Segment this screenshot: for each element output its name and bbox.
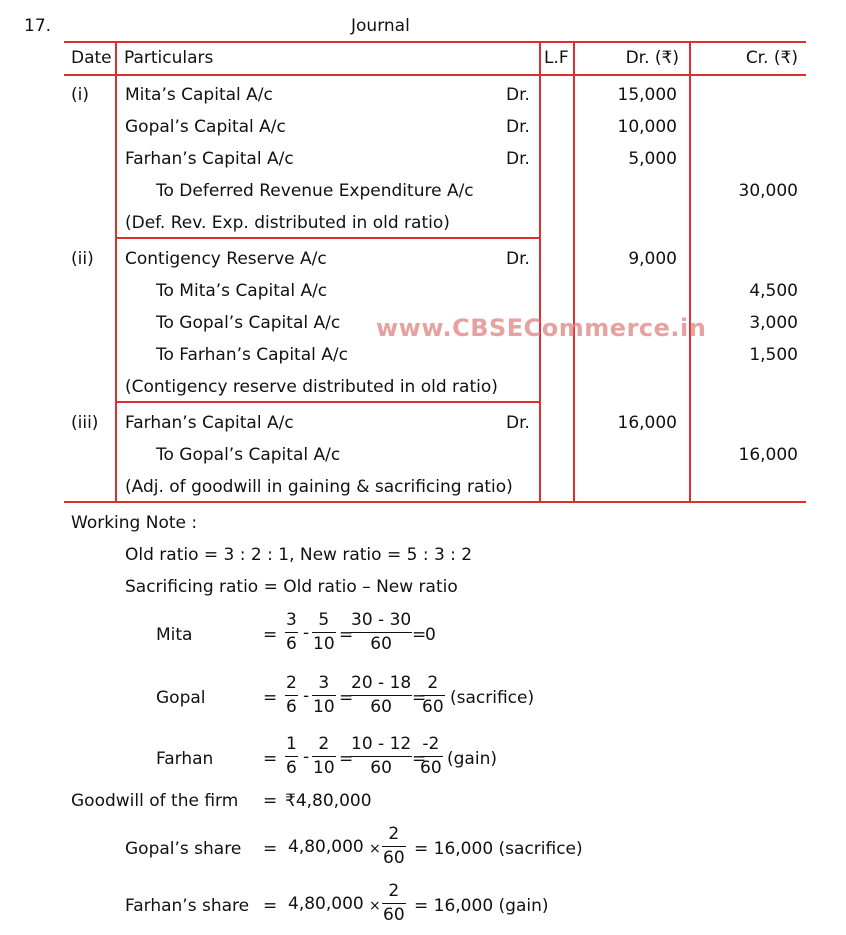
share-amount: 4,80,000: [288, 894, 364, 914]
dr-marker: Dr.: [506, 149, 530, 169]
fraction: 2 60: [422, 673, 444, 717]
cr-amount: 4,500: [749, 281, 798, 301]
minus-sign: -: [303, 686, 310, 706]
share-label: Gopal’s share: [125, 839, 242, 859]
result-note: (gain): [447, 749, 497, 769]
entry-date: (ii): [71, 249, 94, 269]
table-top-border: [64, 41, 806, 43]
share-label: Farhan’s share: [125, 896, 250, 916]
fraction: 5 10: [313, 610, 335, 654]
fraction: 2 10: [313, 734, 335, 778]
ledger-line: To Farhan’s Capital A/c: [156, 345, 348, 365]
times-sign: ×: [369, 841, 381, 857]
header-particulars: Particulars: [124, 48, 214, 68]
fraction: 20 - 18 60: [351, 673, 412, 717]
equals-sign: =: [263, 625, 278, 645]
ledger-line: To Mita’s Capital A/c: [156, 281, 328, 301]
ledger-line: Farhan’s Capital A/c: [125, 413, 294, 433]
equals-sign: =: [339, 625, 354, 645]
fraction: 3 6: [286, 610, 297, 654]
dr-amount: 10,000: [617, 117, 677, 137]
column-divider: [573, 41, 575, 502]
header-cr: Cr. (₹): [745, 48, 798, 68]
ledger-line: Farhan’s Capital A/c: [125, 149, 294, 169]
formula-line: Sacrificing ratio = Old ratio – New ratio: [125, 577, 458, 597]
header-lf: L.F: [544, 48, 569, 68]
fraction: 30 - 30 60: [351, 610, 412, 654]
header-dr: Dr. (₹): [625, 48, 679, 68]
entry-separator: [115, 237, 540, 239]
partner-name: Mita: [156, 625, 193, 645]
ledger-line: To Gopal’s Capital A/c: [156, 445, 341, 465]
times-sign: ×: [369, 898, 381, 914]
partner-name: Farhan: [156, 749, 214, 769]
dr-amount: 9,000: [628, 249, 677, 269]
equals-sign: =: [263, 688, 278, 708]
dr-marker: Dr.: [506, 249, 530, 269]
share-result: = 16,000 (gain): [414, 896, 549, 916]
dr-amount: 5,000: [628, 149, 677, 169]
table-bottom-border: [64, 501, 806, 503]
fraction: 1 6: [286, 734, 297, 778]
cr-amount: 16,000: [738, 445, 798, 465]
minus-sign: -: [303, 747, 310, 767]
table-header-border: [64, 74, 806, 76]
equals-sign: =: [263, 839, 278, 859]
narration: (Contigency reserve distributed in old ratio): [125, 377, 498, 397]
partner-name: Gopal: [156, 688, 206, 708]
question-number: 17.: [24, 16, 52, 36]
goodwill-value: ₹4,80,000: [285, 791, 372, 811]
dr-amount: 16,000: [617, 413, 677, 433]
fraction: 2 60: [383, 824, 405, 868]
ledger-line: To Deferred Revenue Expenditure A/c: [156, 181, 474, 201]
entry-date: (i): [71, 85, 89, 105]
column-divider: [115, 41, 117, 502]
column-divider: [539, 41, 541, 502]
equals-sign: =: [339, 749, 354, 769]
ledger-line: Contigency Reserve A/c: [125, 249, 327, 269]
goodwill-label: Goodwill of the firm: [71, 791, 239, 811]
page-title: Journal: [351, 16, 410, 36]
cr-amount: 30,000: [738, 181, 798, 201]
narration: (Def. Rev. Exp. distributed in old ratio): [125, 213, 450, 233]
fraction: 10 - 12 60: [351, 734, 412, 778]
fraction: 2 60: [383, 881, 405, 925]
cr-amount: 3,000: [749, 313, 798, 333]
ledger-line: Gopal’s Capital A/c: [125, 117, 286, 137]
fraction: 3 10: [313, 673, 335, 717]
cr-amount: 1,500: [749, 345, 798, 365]
result-value: 0: [425, 625, 436, 645]
entry-separator: [115, 401, 540, 403]
watermark: www.CBSECommerce.in: [376, 314, 707, 342]
share-result: = 16,000 (sacrifice): [414, 839, 583, 859]
dr-marker: Dr.: [506, 85, 530, 105]
fraction: 2 6: [286, 673, 297, 717]
narration: (Adj. of goodwill in gaining & sacrificing ratio): [125, 477, 513, 497]
result-note: (sacrifice): [450, 688, 535, 708]
dr-amount: 15,000: [617, 85, 677, 105]
equals-sign: =: [263, 791, 278, 811]
working-note-heading: Working Note :: [71, 513, 198, 533]
share-amount: 4,80,000: [288, 837, 364, 857]
equals-sign: =: [339, 688, 354, 708]
minus-sign: -: [303, 623, 310, 643]
equals-sign: =: [412, 749, 427, 769]
dr-marker: Dr.: [506, 117, 530, 137]
ledger-line: To Gopal’s Capital A/c: [156, 313, 341, 333]
equals-sign: =: [263, 749, 278, 769]
equals-sign: =: [412, 625, 427, 645]
equals-sign: =: [263, 896, 278, 916]
dr-marker: Dr.: [506, 413, 530, 433]
fraction: -2 60: [420, 734, 442, 778]
header-date: Date: [71, 48, 112, 68]
ratio-line: Old ratio = 3 : 2 : 1, New ratio = 5 : 3 : 2: [125, 545, 473, 565]
column-divider: [689, 41, 691, 502]
ledger-line: Mita’s Capital A/c: [125, 85, 273, 105]
entry-date: (iii): [71, 413, 99, 433]
equals-sign: =: [412, 688, 427, 708]
